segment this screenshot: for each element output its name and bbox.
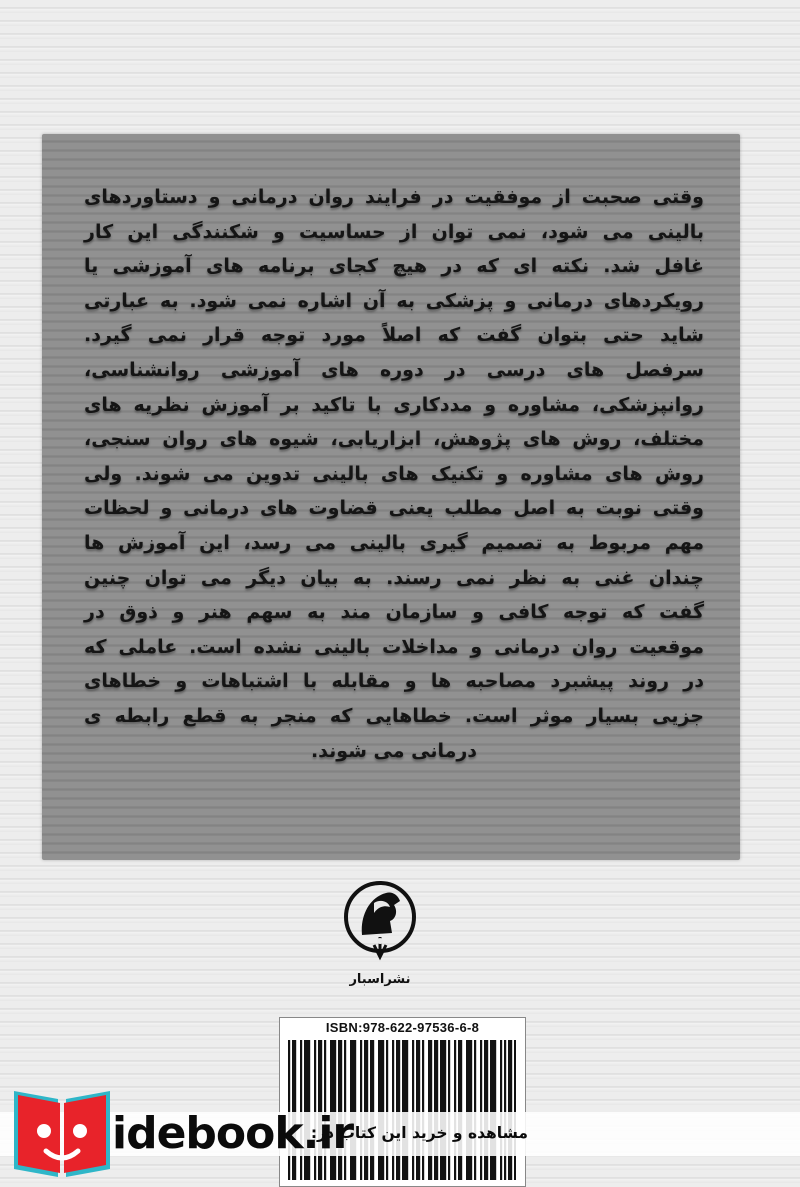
- blurb-line: درمانی می شوند.: [310, 739, 478, 762]
- publisher-logo-icon: [340, 875, 420, 965]
- blurb-line: وقتی نوبت به اصل مطلب یعنی قضاوت های درمانی و لحظات: [84, 497, 704, 520]
- blurb-line: سرفصل های درسی در دوره های آموزشی روانشناسی،: [84, 358, 704, 381]
- blurb-line: غافل شد. نکته ای که در هیچ کجای برنامه های آموزشی یا: [84, 255, 704, 278]
- site-banner[interactable]: [0, 1072, 800, 1185]
- isbn-label: ISBN:978-622-97536-6-8: [325, 1020, 480, 1035]
- blurb-line: بالینی می شود، نمی توان از حساسیت و شکنندگی این کار: [84, 220, 704, 243]
- blurb-line: روانپزشکی، مشاوره و مددکاری با تاکید بر آموزش نظریه های: [84, 393, 704, 416]
- blurb-line: جزیی بسیار موثر است. خطاهایی که منجر به قطع رابطه ی: [84, 704, 704, 727]
- blurb-line: در روند پیشبرد مصاحبه ها و مقابله با اشتباهات و خطاهای: [84, 670, 704, 693]
- blurb-line: رویکردهای درمانی و پزشکی به آن اشاره نمی شود. به عبارتی: [84, 289, 704, 312]
- blurb-line: شاید حتی بتوان گفت که اصلاً مورد توجه قرار نمی گیرد.: [84, 324, 704, 347]
- blurb-line: گفت که توجه کافی و سازمان مند به سهم هنر و ذوق در: [84, 601, 704, 624]
- blurb-line: روش های مشاوره و تکنیک های بالینی تدوین می شوند. ولی: [84, 462, 704, 485]
- blurb-line: مهم مربوط به تصمیم گیری بالینی می رسد، این آموزش ها: [84, 531, 704, 554]
- publisher-name: نشراسبار: [349, 972, 411, 987]
- book-icon: [8, 1077, 116, 1185]
- blurb-line: مختلف، روش های پژوهش، ابزاریابی، شیوه های روان سنجی،: [84, 428, 704, 451]
- blurb-line: وقتی صحبت از موفقیت در فرایند روان درمانی و دستاوردهای: [84, 186, 704, 208]
- blurb-line: موقعیت روان درمانی و مداخلات بالینی نشده است. عاملی که: [84, 635, 704, 658]
- site-brand-link[interactable]: idebook.ir: [112, 1108, 354, 1159]
- blurb-text: [84, 180, 704, 768]
- blurb-line: چندان غنی به نظر نمی رسند. به بیان دیگر می توان چنین: [84, 566, 704, 589]
- site-tagline: مشاهده و خرید این کتاب در:: [310, 1124, 528, 1142]
